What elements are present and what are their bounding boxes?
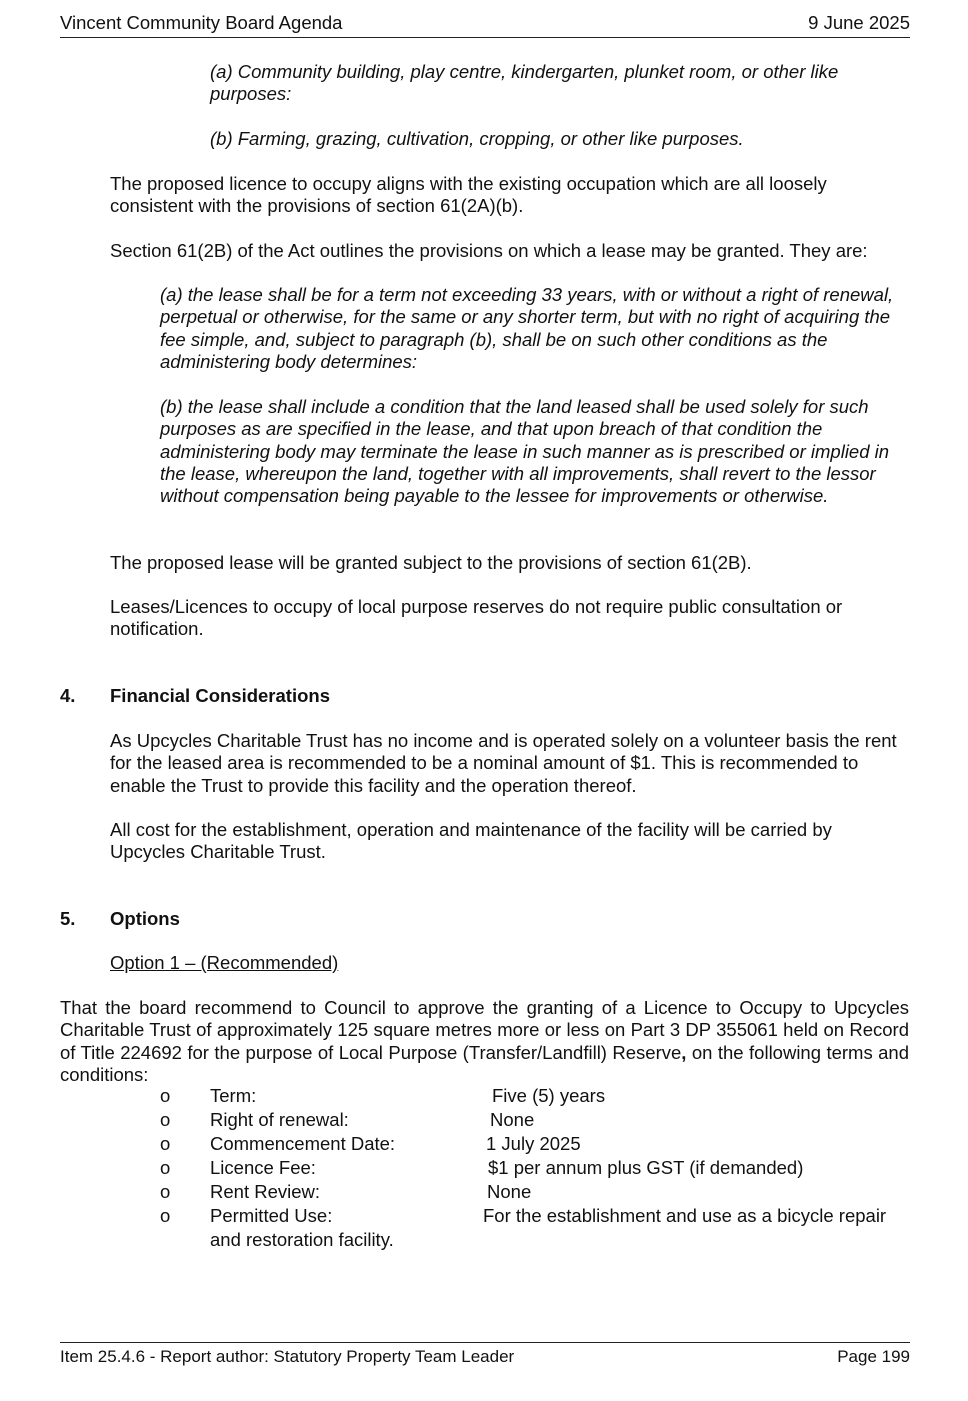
term-label: Permitted Use:: [210, 1205, 333, 1226]
purpose-a: (a) Community building, play centre, kindergarten, plunket room, or other like purposes:: [210, 61, 839, 105]
financial-paragraph-1: As Upcycles Charitable Trust has no income and is operated solely on a volunteer basis the rent for the leased area is recommended to be a nominal amount of $1. This is recommended to enable the Trust to provide this facility and the operation thereof.: [110, 730, 897, 796]
term-label: Licence Fee:: [210, 1157, 316, 1178]
purpose-b: (b) Farming, grazing, cultivation, cropping, or other like purposes.: [210, 128, 744, 149]
term-value: None: [490, 1109, 535, 1130]
section-5-number: 5.: [60, 908, 76, 929]
recommendation-paragraph: [60, 997, 909, 1086]
header-title: Vincent Community Board Agenda: [60, 12, 343, 33]
section-5-title: Options: [110, 908, 180, 929]
financial-paragraph-2: All cost for the establishment, operation and maintenance of the facility will be carried by Upcycles Charitable Trust.: [110, 819, 832, 863]
term-value: $1 per annum plus GST (if demanded): [488, 1157, 804, 1178]
term-label: Term:: [210, 1085, 257, 1106]
section-4-heading: [60, 685, 330, 707]
recommendation-tail: on the following terms and conditions:: [60, 1041, 909, 1085]
footer-divider: [60, 1342, 910, 1343]
no-consultation-paragraph: Leases/Licences to occupy of local purpose reserves do not require public consultation or notification.: [110, 596, 843, 640]
bullet-icon: o: [160, 1181, 171, 1202]
term-value: None: [487, 1181, 532, 1202]
footer-page-number: Page 199: [837, 1347, 910, 1366]
term-label: Commencement Date:: [210, 1133, 396, 1154]
section-4-number: 4.: [60, 685, 76, 706]
bullet-icon: o: [160, 1133, 171, 1154]
section-5-heading: [60, 908, 180, 930]
term-value: 1 July 2025: [486, 1133, 581, 1154]
lease-provision-b: (b) the lease shall include a condition that the land leased shall be used solely for such purposes as are specified in the lease, and that upon breach of that condition the administering body may terminate the lease in such manner as is prescribed or implied in the lease, whereupon the land, together with all improvements, shall revert to the lessor without compensation being payable to the lessee for improvements or otherwise.: [160, 396, 890, 507]
term-value: Five (5) years: [492, 1085, 606, 1106]
bullet-icon: o: [160, 1205, 171, 1226]
section-4-title: Financial Considerations: [110, 685, 330, 706]
term-continuation-text: and restoration facility.: [210, 1229, 394, 1250]
licence-aligns-paragraph: The proposed licence to occupy aligns with the existing occupation which are all loosely consistent with the provisions of section 61(2A)(b).: [110, 173, 827, 217]
term-value: For the establishment and use as a bicycle repair: [483, 1205, 887, 1226]
term-label: Rent Review:: [210, 1181, 321, 1202]
bullet-icon: o: [160, 1085, 171, 1106]
lease-provision-a: (a) the lease shall be for a term not exceeding 33 years, with or without a right of renewal, perpetual or otherwise, for the same or any shorter term, but with no right of acquiring the fee simple, and, subject to paragraph (b), shall be on such other conditions as the administering body determines:: [160, 284, 894, 372]
section-2b-paragraph: Section 61(2B) of the Act outlines the provisions on which a lease may be granted. They are:: [110, 240, 868, 261]
recommendation-main: That the board recommend to Council to approve the granting of a Licence to Occupy to Upcycles Charitable Trust of approximately 125 square metres more or less on Part 3 DP 355061 held on Record of Title 224692 for the purpose of Local Purpose (Transfer/Landfill) Reserve: [60, 997, 909, 1063]
header-divider: [60, 37, 910, 38]
term-label: Right of renewal:: [210, 1109, 349, 1130]
option-1-label: Option 1 – (Recommended): [110, 952, 339, 973]
bullet-icon: o: [160, 1157, 171, 1178]
header-date: 9 June 2025: [808, 12, 910, 33]
recommendation-comma: ,: [681, 1041, 687, 1063]
lease-subject-paragraph: The proposed lease will be granted subject to the provisions of section 61(2B).: [110, 552, 752, 573]
bullet-icon: o: [160, 1109, 171, 1130]
footer-item: Item 25.4.6 - Report author: Statutory Property Team Leader: [60, 1347, 515, 1366]
